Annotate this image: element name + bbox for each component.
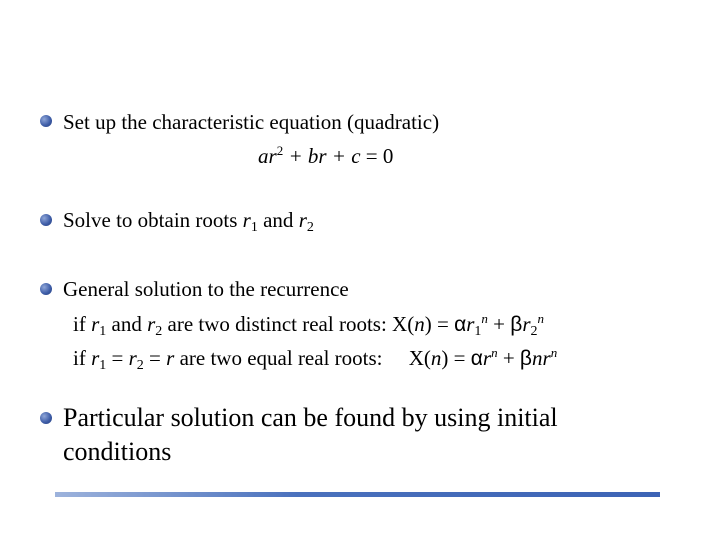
footer-divider: [55, 492, 660, 497]
characteristic-equation: $ar^2$ + br + c = 0: [258, 143, 394, 168]
equal-roots-case: if $r_1 = r_2 = r$ are two equal real roots: $X(n) = \alpha r^n + \beta nr^n$: [73, 345, 558, 373]
bullet-2-text: Solve to obtain roots $r_1$ and $r_2$: [63, 208, 314, 235]
bullet-icon: [40, 412, 52, 424]
bullet-icon: [40, 283, 52, 295]
bullet-4-line-1: Particular solution can be found by using initial: [63, 403, 558, 432]
bullet-icon: [40, 214, 52, 226]
bullet-3-text: General solution to the recurrence: [63, 277, 349, 301]
bullet-1-text: Set up the characteristic equation (quadratic): [63, 110, 440, 134]
bullet-icon: [40, 115, 52, 127]
distinct-roots-case: if $r_1$ and $r_2$ are two distinct real roots: $X(n) = \alpha r_1^n + \beta r_2^n$: [73, 311, 545, 339]
bullet-4-line-2: conditions: [63, 437, 172, 466]
